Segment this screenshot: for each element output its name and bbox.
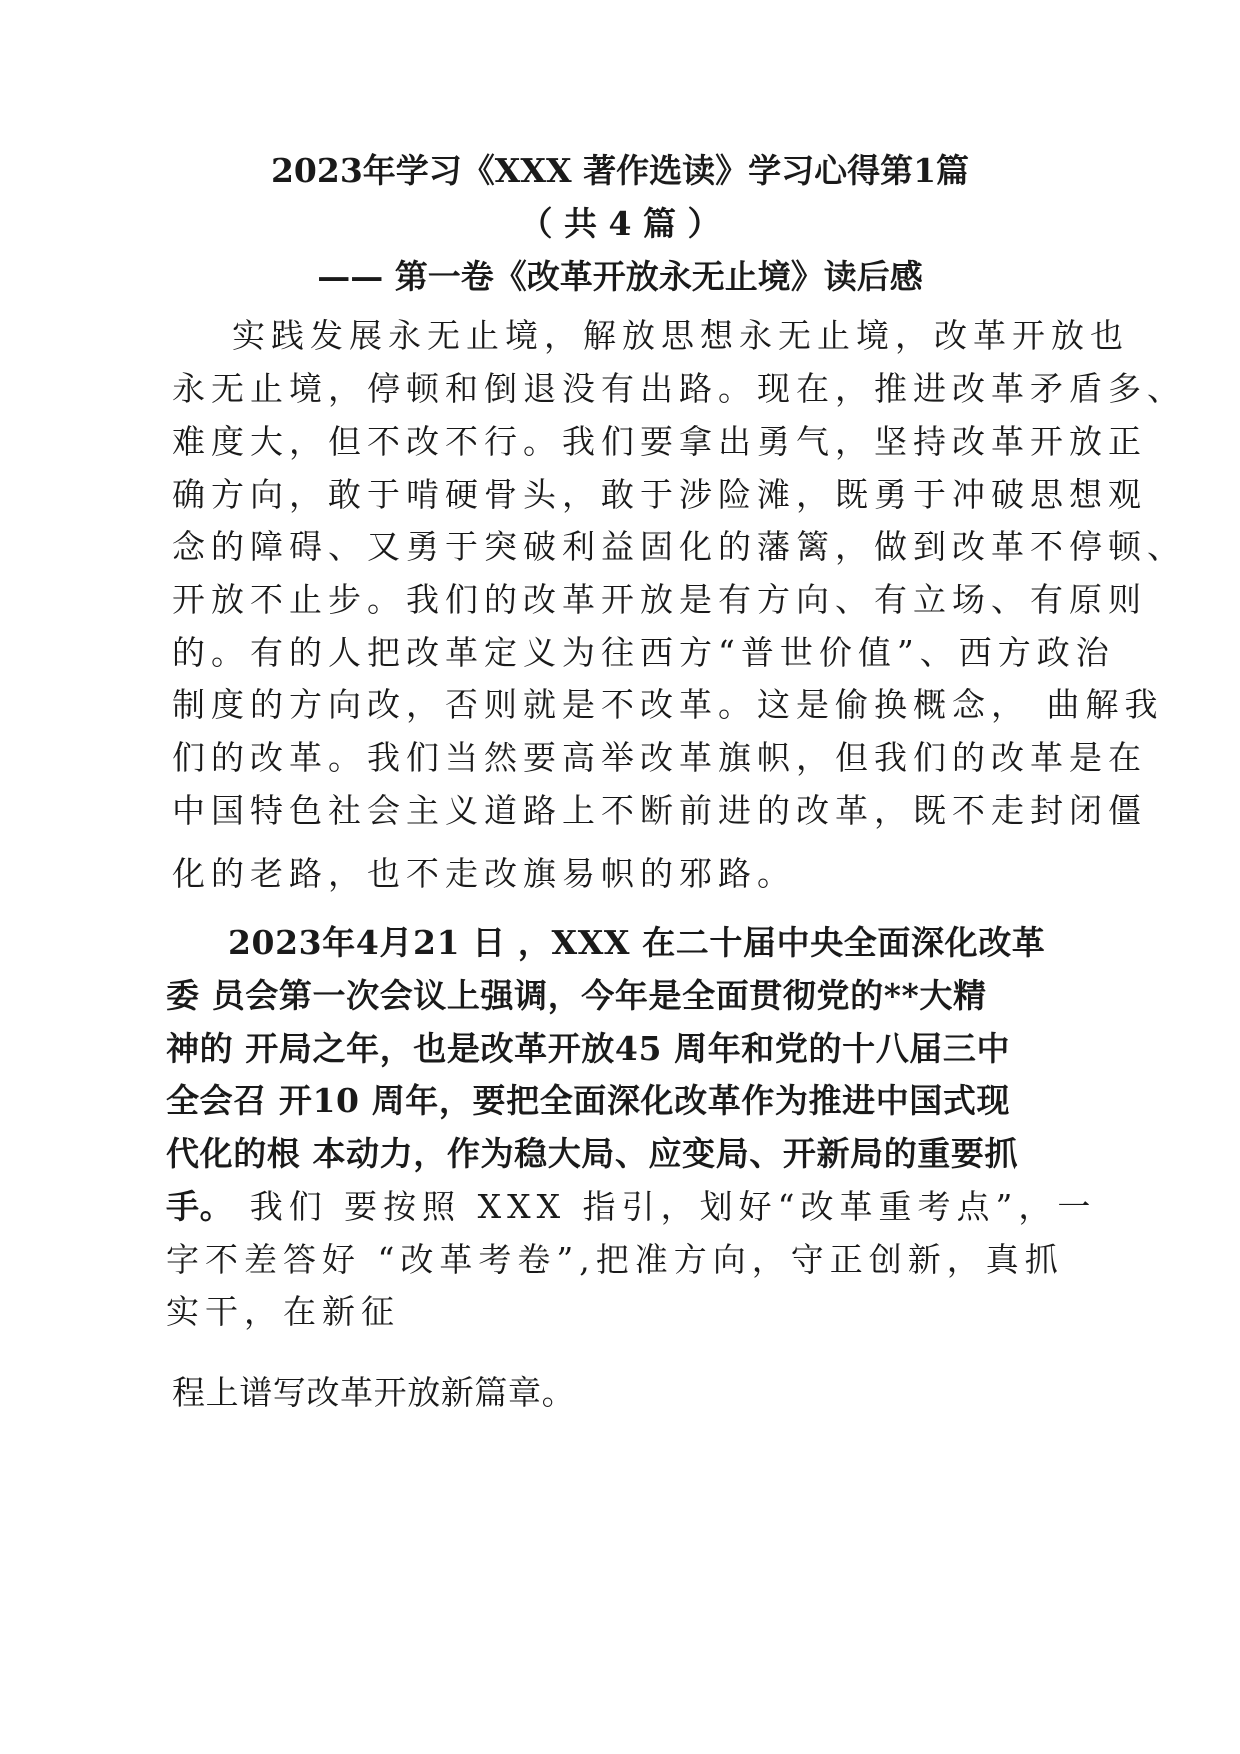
paragraph-1-line: 确方向，敢于啃硬骨头，敢于涉险滩，既勇于冲破思想观 (172, 475, 1147, 514)
paragraph-1-line: 化的老路，也不走改旗易帜的邪路。 (172, 854, 796, 893)
paragraph-2-bold-line: 委 员会第一次会议上强调，今年是全面贯彻党的**大精 (166, 976, 987, 1015)
paragraph-1-line: 中国特色社会主义道路上不断前进的改革，既不走封闭僵 (172, 791, 1147, 830)
paragraph-2-normal-line: 实干，在新征 (166, 1292, 400, 1331)
paragraph-2-normal-line: 字不差答好 “改革考卷”,把准方向，守正创新，真抓 (166, 1240, 1064, 1279)
paragraph-1-line: 制度的方向改，否则就是不改革。这是偷换概念， 曲解我 (172, 685, 1164, 724)
paragraph-1-line: 的。有的人把改革定义为往西方“普世价值”、西方政治 (172, 633, 1115, 672)
paragraph-2-bold-line: 代化的根 本动力，作为稳大局、应变局、开新局的重要抓 (166, 1134, 1019, 1173)
paragraph-2-bold-line: 全会召 开10 周年，要把全面深化改革作为推进中国式现 (166, 1081, 1011, 1120)
document-title-line1: 2023年学习《XXX 著作选读》学习心得第1篇 (270, 151, 970, 190)
paragraph-1-line: 永无止境，停顿和倒退没有出路。现在，推进改革矛盾多、 (172, 369, 1186, 408)
paragraph-1-line: 难度大，但不改不行。我们要拿出勇气，坚持改革开放正 (172, 422, 1147, 461)
paragraph-1-line: 们的改革。我们当然要高举改革旗帜，但我们的改革是在 (172, 738, 1147, 777)
paragraph-2-bold-line: 2023年4月21 日 ，XXX 在二十届中央全面深化改革 (228, 923, 1046, 962)
paragraph-2-mixed-line (166, 1181, 1096, 1228)
document-subtitle: —— 第一卷《改革开放永无止境》读后感 (317, 257, 923, 296)
paragraph-1-line: 开放不止步。我们的改革开放是有方向、有立场、有原则 (172, 580, 1147, 619)
document-title-line2: （ 共 4 篇 ） (519, 204, 721, 243)
paragraph-2-bold-fragment: 手。 (166, 1187, 234, 1226)
paragraph-1-line: 实践发展永无止境，解放思想永无止境，改革开放也 (232, 316, 1129, 355)
paragraph-1-line: 念的障碍、又勇于突破利益固化的藩篱，做到改革不停顿、 (172, 527, 1186, 566)
paragraph-2-normal-fragment: 我们 要按照 XXX 指引，划好“改革重考点”，一 (233, 1187, 1097, 1226)
paragraph-2-normal-line: 程上谱写改革开放新篇章。 (172, 1373, 576, 1412)
paragraph-2-bold-line: 神的 开局之年，也是改革开放45 周年和党的十八届三中 (166, 1029, 1011, 1068)
